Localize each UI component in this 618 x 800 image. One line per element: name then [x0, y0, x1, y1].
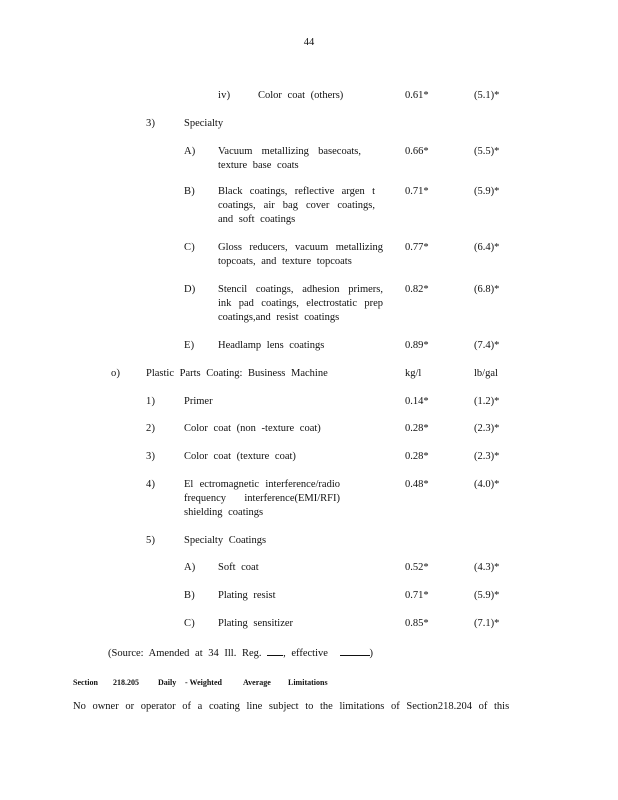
row-kg-value: 0.66*: [405, 146, 429, 157]
section-weighted: - Weighted: [185, 678, 222, 687]
row-lb-value: (5.1)*: [474, 90, 500, 101]
section-number: 218.205: [113, 678, 139, 687]
page-number: 44: [303, 37, 315, 48]
row-label: C): [184, 242, 195, 253]
row-lb-value: (4.3)*: [474, 562, 500, 573]
row-text: Color coat (texture coat): [184, 451, 296, 462]
source-middle: , effective: [283, 648, 328, 659]
row-text: El ectromagnetic interference/radio frequency interference(EMI/RFI) shielding coatings: [184, 479, 340, 518]
row-label: 4): [146, 479, 156, 490]
row-label: B): [184, 590, 195, 601]
row-label: iv): [218, 90, 231, 101]
row-text: Primer: [184, 396, 213, 407]
row-kg-value: 0.71*: [405, 186, 429, 197]
section-limitations: Limitations: [288, 678, 328, 687]
row-label: 5): [146, 535, 156, 546]
row-lb-value: (6.8)*: [474, 284, 500, 295]
row-kg-value: 0.89*: [405, 340, 429, 351]
row-lb-value: (7.1)*: [474, 618, 500, 629]
row-lb-value: (2.3)*: [474, 451, 500, 462]
row-text: Plating sensitizer: [218, 618, 294, 629]
row-text: Color coat (others): [258, 90, 344, 101]
section-daily: Daily: [158, 678, 177, 687]
row-text: Plastic Parts Coating: Business Machine: [146, 368, 328, 379]
row-kg-value: 0.71*: [405, 590, 429, 601]
unit-kg-header: kg/l: [405, 368, 422, 379]
row-label: 2): [146, 423, 156, 434]
row-text: Color coat (non -texture coat): [184, 423, 321, 434]
row-text: Vacuum metallizing basecoats, texture base coats: [218, 146, 361, 171]
row-lb-value: (5.5)*: [474, 146, 500, 157]
row-label: D): [184, 284, 196, 295]
source-blank-page: [267, 645, 283, 656]
row-label: 3): [146, 451, 156, 462]
row-kg-value: 0.28*: [405, 451, 429, 462]
row-kg-value: 0.82*: [405, 284, 429, 295]
row-label: B): [184, 186, 195, 197]
section-word: Section: [73, 678, 98, 687]
section-average: Average: [243, 678, 271, 687]
row-lb-value: (5.9)*: [474, 590, 500, 601]
source-suffix: ): [369, 648, 374, 659]
row-lb-value: (7.4)*: [474, 340, 500, 351]
row-text: Specialty: [184, 118, 224, 129]
row-text: Headlamp lens coatings: [218, 340, 325, 351]
row-text: Stencil coatings, adhesion primers, ink pad coatings, electrostatic prep coatings,and resist coatings: [218, 284, 383, 323]
source-blank-date: [340, 645, 370, 656]
row-kg-value: 0.52*: [405, 562, 429, 573]
row-kg-value: 0.77*: [405, 242, 429, 253]
row-label: o): [111, 368, 121, 379]
unit-lb-header: lb/gal: [474, 368, 498, 379]
row-label: A): [184, 146, 196, 157]
row-lb-value: (5.9)*: [474, 186, 500, 197]
row-lb-value: (1.2)*: [474, 396, 500, 407]
row-lb-value: (6.4)*: [474, 242, 500, 253]
row-text: Plating resist: [218, 590, 276, 601]
row-text: Gloss reducers, vacuum metallizing topcoats, and texture topcoats: [218, 242, 383, 267]
row-kg-value: 0.14*: [405, 396, 429, 407]
row-label: 3): [146, 118, 156, 129]
row-text: Black coatings, reflective argen t coatings, air bag cover coatings, and soft coatings: [218, 186, 375, 225]
row-label: 1): [146, 396, 156, 407]
row-text: Specialty Coatings: [184, 535, 267, 546]
row-label: C): [184, 618, 195, 629]
row-text: Soft coat: [218, 562, 259, 573]
row-kg-value: 0.61*: [405, 90, 429, 101]
row-lb-value: (2.3)*: [474, 423, 500, 434]
row-kg-value: 0.48*: [405, 479, 429, 490]
row-kg-value: 0.28*: [405, 423, 429, 434]
body-paragraph: No owner or operator of a coating line subject to the limitations of Section218.204 of this: [73, 701, 510, 712]
row-kg-value: 0.85*: [405, 618, 429, 629]
row-label: E): [184, 340, 195, 351]
source-prefix: (Source: Amended at 34 Ill. Reg.: [108, 648, 262, 659]
source-note: [108, 645, 373, 661]
row-label: A): [184, 562, 196, 573]
row-lb-value: (4.0)*: [474, 479, 500, 490]
